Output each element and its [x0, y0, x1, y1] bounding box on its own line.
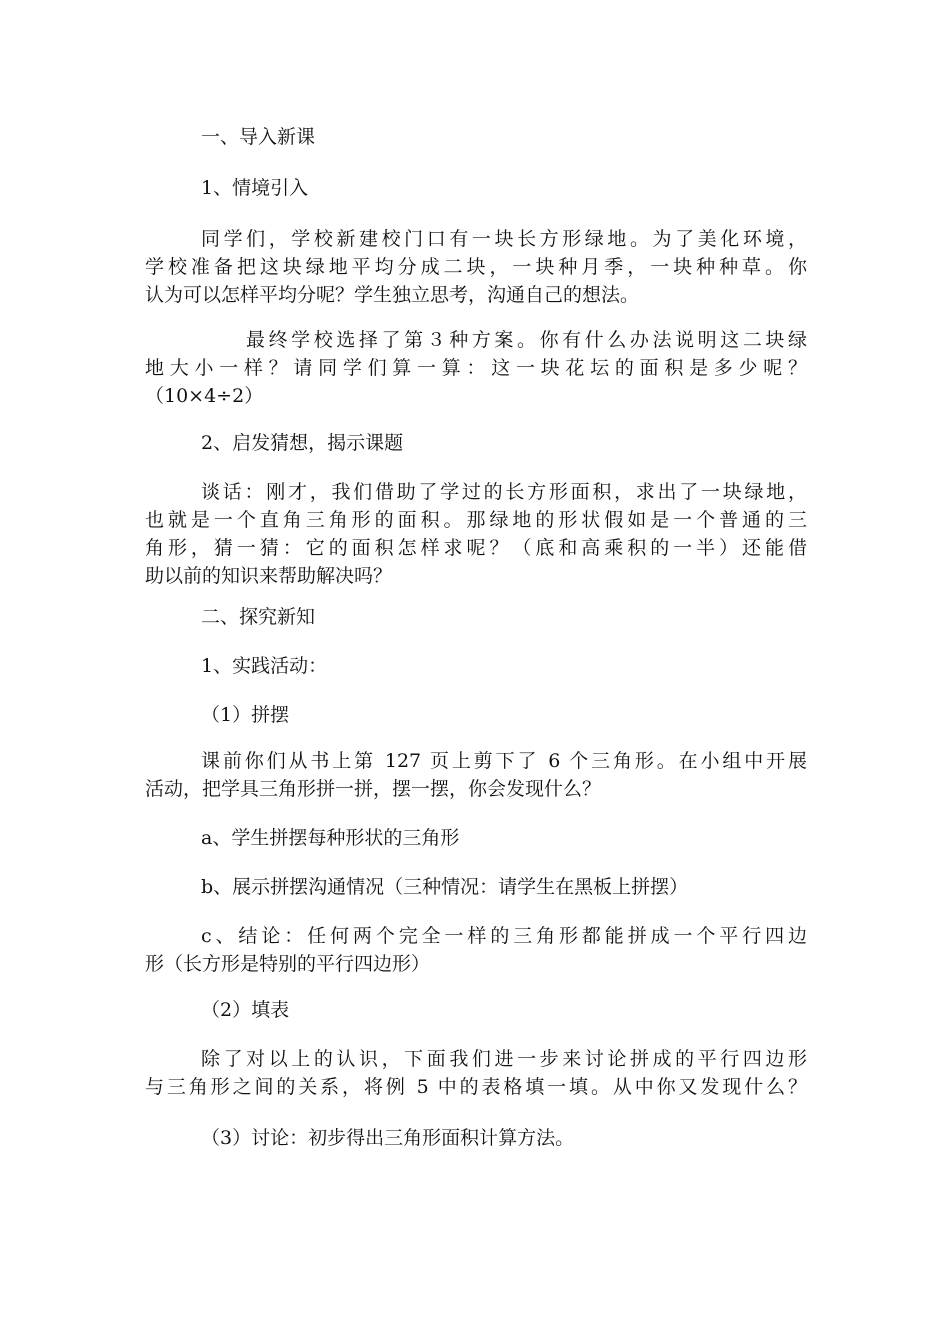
paragraph-line: 认为可以怎样平均分呢？学生独立思考，沟通自己的想法。	[145, 284, 640, 306]
paragraph-line: 同学们，学校新建校门口有一块长方形绿地。为了美化环境，	[201, 228, 807, 250]
paragraph-line: 活动，把学具三角形拼一拼，摆一摆，你会发现什么？	[145, 778, 602, 800]
subheading-guess-topic: 2、启发猜想，揭示课题	[201, 432, 404, 454]
paragraph-line: 最终学校选择了第３种方案。你有什么办法说明这二块绿	[246, 329, 807, 351]
paragraph-line: c、结论：任何两个完全一样的三角形都能拼成一个平行四边	[201, 925, 807, 947]
subheading-situation-intro: 1、情境引入	[201, 177, 309, 199]
heading-import-new-lesson: 一、导入新课	[201, 126, 316, 148]
paragraph-line: 除了对以上的认识，下面我们进一步来讨论拼成的平行四边形	[201, 1048, 807, 1070]
paragraph-line: 助以前的知识来帮助解决吗？	[145, 565, 393, 587]
paragraph-line: 地大小一样？请同学们算一算：这一块花坛的面积是多少呢？	[145, 357, 807, 379]
paragraph-line: 形（长方形是特别的平行四边形）	[145, 953, 431, 975]
item-a: a、学生拼摆每种形状的三角形	[201, 827, 460, 849]
item-b: b、展示拼摆沟通情况（三种情况：请学生在黑板上拼摆）	[201, 876, 689, 898]
subheading-arrange: （1）拼摆	[201, 704, 290, 726]
paragraph-line: 学校准备把这块绿地平均分成二块，一块种月季，一块种种草。你	[145, 256, 807, 278]
subheading-fill-table: （2）填表	[201, 999, 290, 1021]
paragraph-line: 角形，猜一猜：它的面积怎样求呢？（底和高乘积的一半）还能借	[145, 537, 807, 559]
subheading-practice: 1、实践活动：	[201, 655, 328, 677]
paragraph-line: 课前你们从书上第 127 页上剪下了 6 个三角形。在小组中开展	[201, 750, 807, 772]
heading-explore-new: 二、探究新知	[201, 606, 316, 628]
subheading-discussion: （3）讨论：初步得出三角形面积计算方法。	[201, 1127, 575, 1149]
paragraph-line: （10×4÷2）	[145, 385, 264, 407]
paragraph-line: 谈话：刚才，我们借助了学过的长方形面积，求出了一块绿地，	[201, 481, 807, 503]
paragraph-line: 也就是一个直角三角形的面积。那绿地的形状假如是一个普通的三	[145, 509, 807, 531]
paragraph-line: 与三角形之间的关系，将例 5 中的表格填一填。从中你又发现什么？	[145, 1076, 807, 1098]
